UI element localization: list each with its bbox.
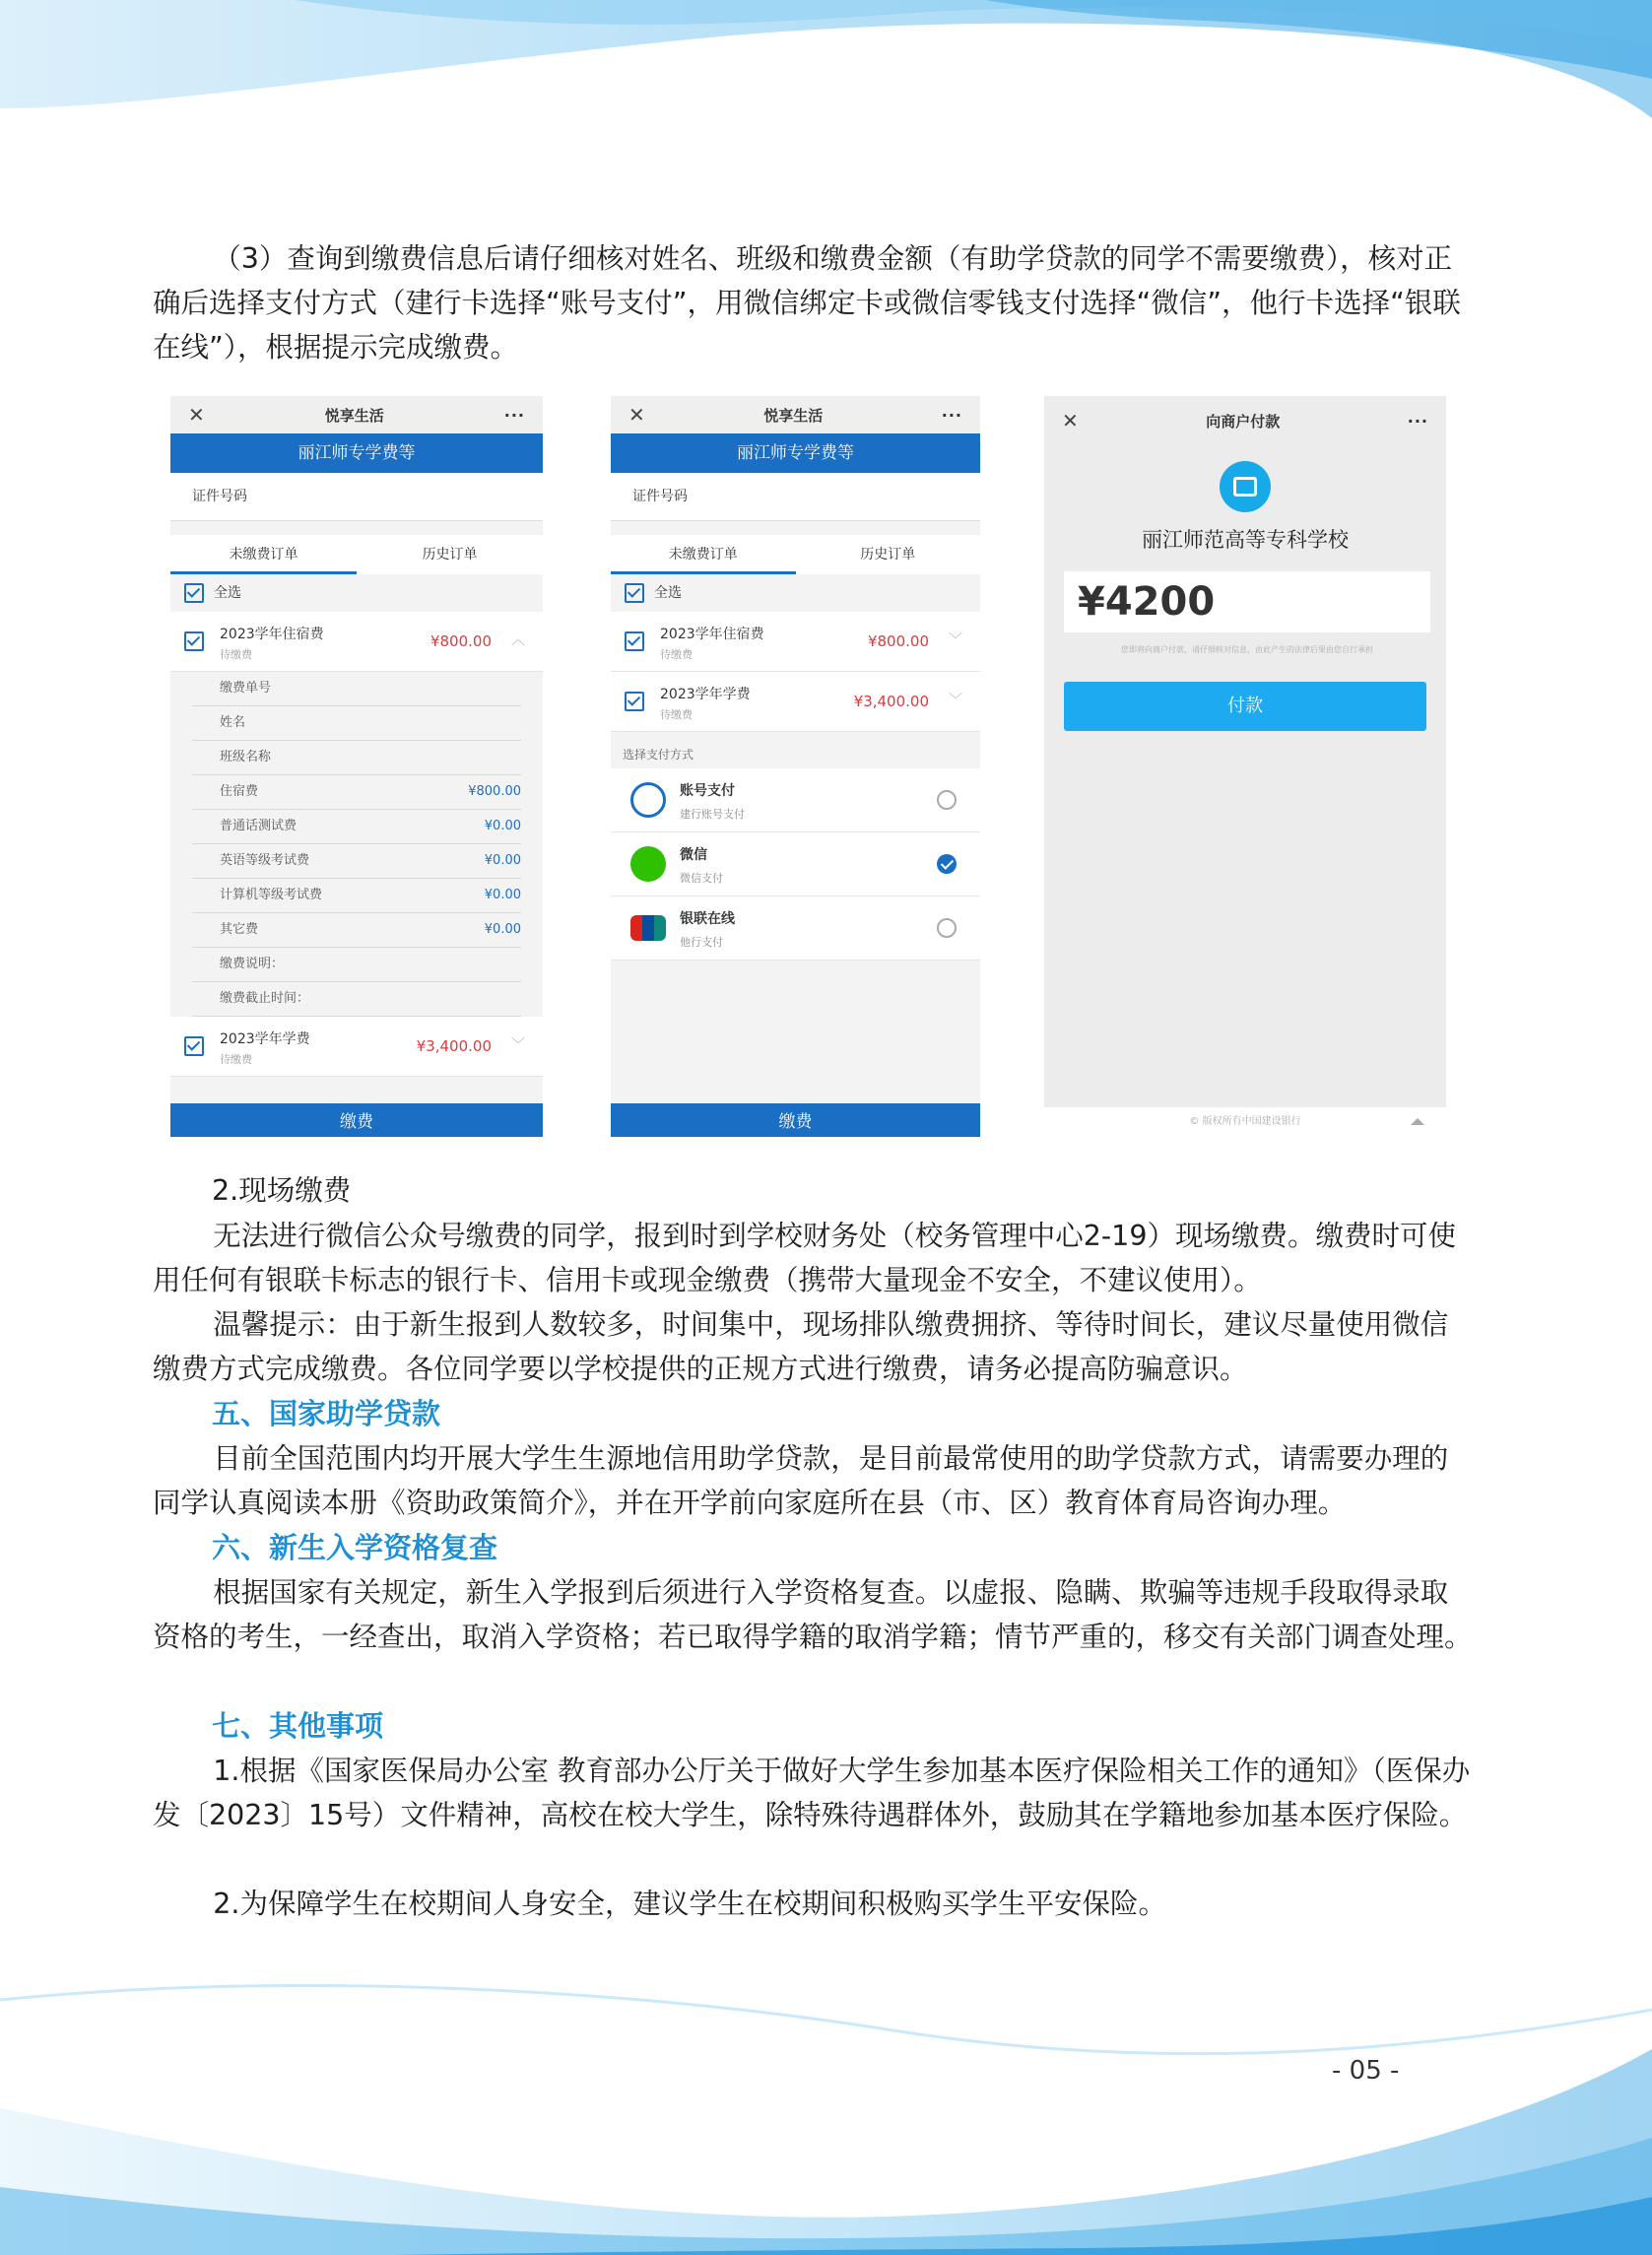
radio-unselected-icon[interactable]	[937, 790, 957, 810]
close-icon[interactable]: ✕	[1062, 409, 1079, 432]
payment-option-name: 微信	[680, 847, 707, 863]
close-icon[interactable]: ✕	[628, 403, 645, 427]
section-2-paragraph-2: 温馨提示：由于新生报到人数较多，时间集中，现场排队缴费拥挤、等待时间长，建议尽量使用微信缴费方式完成缴费。各位同学要以学校提供的正规方式进行缴费，请务必提高防骗意识。	[153, 1308, 1449, 1385]
section-2-title: 2.现场缴费	[212, 1174, 352, 1207]
order-amount: ¥800.00	[867, 632, 929, 650]
payment-option-sub: 建行账号支付	[680, 808, 745, 821]
page-number: - 05 -	[1332, 2056, 1400, 2086]
more-icon[interactable]: ···	[941, 405, 962, 425]
select-all-row[interactable]	[611, 574, 980, 612]
order-name: 2023学年学费	[220, 1031, 310, 1047]
footer-copyright: © 版权所有中国建设银行	[1044, 1107, 1446, 1137]
phone3-titlebar	[1044, 396, 1446, 445]
detail-row: 缴费说明：	[192, 948, 521, 982]
order-status: 待缴费	[660, 708, 693, 721]
payment-option-ccb[interactable]	[611, 768, 980, 832]
detail-row: 缴费截止时间：	[192, 982, 521, 1017]
phone-screenshot-payment-method	[611, 396, 980, 1137]
section-2-paragraph-1: 无法进行微信公众号缴费的同学，报到时到学校财务处（校务管理中心2-19）现场缴费。缴费时可使用任何有银联卡标志的银行卡、信用卡或现金缴费（携带大量现金不安全，不建议使用）。	[153, 1220, 1456, 1296]
pay-button[interactable]: 缴费	[170, 1103, 543, 1137]
select-all-row[interactable]	[170, 574, 543, 612]
phone1-id-field[interactable]: 证件号码	[170, 473, 543, 521]
payment-option-sub: 微信支付	[680, 872, 723, 885]
heading-other-matters: 七、其他事项	[212, 1709, 384, 1743]
amount-display: ¥4200	[1064, 571, 1430, 632]
intro-paragraph: （3）查询到缴费信息后请仔细核对姓名、班级和缴费金额（有助学贷款的同学不需要缴费），核对正确后选择支付方式（建行卡选择“账号支付”，用微信绑定卡或微信零钱支付选择“微信”，他行卡选择“银联在线”），根据提示完成缴费。	[153, 242, 1461, 364]
phone2-id-field[interactable]: 证件号码	[611, 473, 980, 521]
section-7-paragraph-2: 2.为保障学生在校期间人身安全，建议学生在校期间积极购买学生平安保险。	[213, 1888, 1166, 1920]
close-icon[interactable]: ✕	[188, 403, 205, 427]
payment-option-name: 账号支付	[680, 783, 735, 799]
order-amount: ¥3,400.00	[416, 1037, 492, 1055]
chevron-down-icon[interactable]: ﹀	[949, 693, 962, 708]
wechat-logo-icon	[630, 846, 666, 882]
more-icon[interactable]: ···	[1407, 411, 1428, 431]
order-name: 2023学年住宿费	[660, 627, 764, 642]
order-status: 待缴费	[220, 1053, 252, 1066]
pay-notice: 您即将向商户付款，请仔细核对信息，由此产生的法律后果由您自行承担	[1121, 645, 1373, 654]
heading-student-loan: 五、国家助学贷款	[212, 1397, 441, 1430]
order-item-tuition[interactable]	[611, 672, 980, 732]
ccb-logo-icon	[630, 782, 666, 818]
payment-option-name: 银联在线	[680, 911, 735, 927]
heading-qualification-review: 六、新生入学资格复查	[212, 1531, 498, 1564]
shop-icon	[1220, 461, 1271, 512]
payment-method-label: 选择支付方式	[623, 748, 694, 762]
payment-option-sub: 他行支付	[680, 936, 723, 949]
phone-screenshot-merchant-pay	[1044, 396, 1446, 1137]
caret-up-icon[interactable]	[1411, 1118, 1424, 1125]
tab-history[interactable]: 历史订单	[860, 547, 916, 563]
tab-history[interactable]: 历史订单	[422, 547, 478, 563]
confirm-pay-button[interactable]: 付款	[1064, 682, 1426, 731]
order-details	[170, 672, 543, 1017]
checkbox-icon[interactable]	[184, 631, 204, 651]
order-item-tuition[interactable]	[170, 1017, 543, 1077]
tab-unpaid[interactable]: 未缴费订单	[611, 535, 796, 574]
radio-selected-icon[interactable]	[937, 854, 957, 874]
unionpay-logo-icon	[630, 915, 666, 941]
radio-unselected-icon[interactable]	[937, 918, 957, 938]
detail-row: 普通话测试费 ¥0.00	[192, 810, 521, 844]
detail-row: 英语等级考试费 ¥0.00	[192, 844, 521, 879]
order-amount: ¥800.00	[430, 632, 492, 650]
section-7-paragraph-1: 1.根据《国家医保局办公室 教育部办公厅关于做好大学生参加基本医疗保险相关工作的通知》（医保办发〔2023〕15号）文件精神，高校在校大学生，除特殊待遇群体外，鼓励其在学籍地参加基本医疗保险。	[153, 1755, 1471, 1831]
section-6-paragraph: 根据国家有关规定，新生入学报到后须进行入学资格复查。以虚报、隐瞒、欺骗等违规手段取得录取资格的考生，一经查出，取消入学资格；若已取得学籍的取消学籍；情节严重的，移交有关部门调查处理。	[153, 1576, 1473, 1653]
order-amount: ¥3,400.00	[853, 693, 929, 710]
phone2-title: 悦享生活	[763, 406, 824, 425]
chevron-down-icon[interactable]: ﹀	[511, 1037, 525, 1053]
detail-row: 班级名称	[192, 741, 521, 775]
checkbox-icon[interactable]	[625, 583, 644, 603]
checkbox-icon[interactable]	[625, 692, 644, 711]
checkbox-icon[interactable]	[184, 583, 204, 603]
detail-row: 其它费 ¥0.00	[192, 913, 521, 948]
phone1-title: 悦享生活	[324, 406, 384, 425]
order-status: 待缴费	[220, 648, 252, 661]
pay-button[interactable]: 缴费	[611, 1103, 980, 1137]
order-item-dorm[interactable]	[611, 612, 980, 672]
select-all-label: 全选	[654, 585, 682, 601]
order-name: 2023学年学费	[660, 687, 751, 702]
payment-option-wechat[interactable]	[611, 832, 980, 896]
order-name: 2023学年住宿费	[220, 627, 324, 642]
order-item-dorm[interactable]	[170, 612, 543, 672]
select-all-label: 全选	[214, 585, 241, 601]
payment-option-unionpay[interactable]	[611, 896, 980, 961]
phone2-titlebar	[611, 396, 980, 433]
detail-row: 计算机等级考试费 ¥0.00	[192, 879, 521, 913]
tab-unpaid[interactable]: 未缴费订单	[170, 535, 357, 574]
phone2-banner: 丽江师专学费等	[611, 433, 980, 473]
more-icon[interactable]: ···	[503, 405, 525, 425]
phone-screenshot-orders	[170, 396, 543, 1137]
section-5-paragraph: 目前全国范围内均开展大学生生源地信用助学贷款，是目前最常使用的助学贷款方式，请需要办理的同学认真阅读本册《资助政策简介》，并在开学前向家庭所在县（市、区）教育体育局咨询办理。	[153, 1442, 1449, 1519]
detail-row: 缴费单号	[192, 672, 521, 706]
detail-row: 姓名	[192, 706, 521, 741]
phone3-title: 向商户付款	[1206, 412, 1281, 431]
phone1-titlebar	[170, 396, 543, 433]
checkbox-icon[interactable]	[184, 1036, 204, 1056]
detail-row: 住宿费 ¥800.00	[192, 775, 521, 810]
order-status: 待缴费	[660, 648, 693, 661]
chevron-up-icon[interactable]: ︿	[511, 632, 525, 648]
chevron-down-icon[interactable]: ﹀	[949, 632, 962, 648]
checkbox-icon[interactable]	[625, 631, 644, 651]
merchant-name: 丽江师范高等专科学校	[1142, 528, 1349, 552]
phone1-banner: 丽江师专学费等	[170, 433, 543, 473]
